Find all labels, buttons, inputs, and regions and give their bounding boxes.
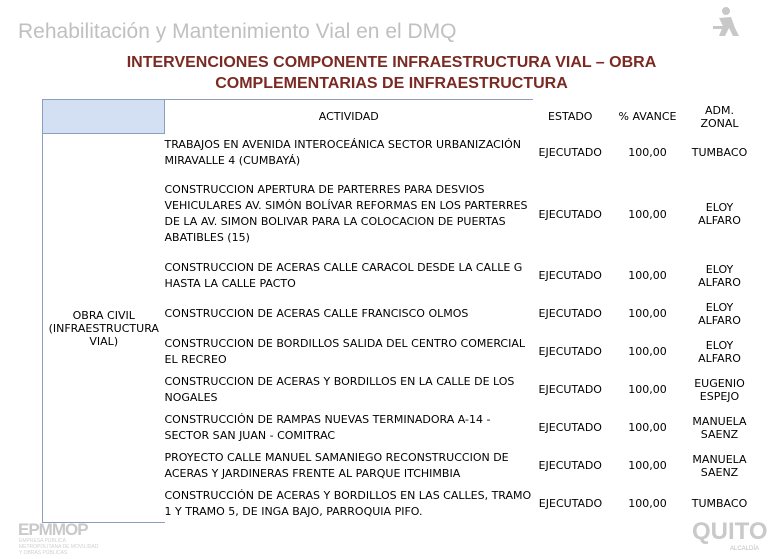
avance-cell: 100,00 <box>628 459 667 472</box>
actividad-cell: CONSTRUCCIÓN DE RAMPAS NUEVAS TERMINADORA A-14 - SECTOR SAN JUAN - COMITRAC <box>164 412 491 442</box>
header-avance: % AVANCE <box>618 110 677 123</box>
avance-cell: 100,00 <box>628 383 667 396</box>
header-actividad: ACTIVIDAD <box>165 100 533 134</box>
table-header-row <box>43 100 753 134</box>
actividad-cell: CONSTRUCCION APERTURA DE PARTERRES PARA DESVIOS VEHICULARES AV. SIMÓN BOLÍVAR REFORMAS EN LOS PARTERRES DE LA AV. SIMON BOLIVAR PARA LA COLOCACION DE PUERTAS ABATIBLES (15) <box>164 183 528 244</box>
interventions-table <box>42 99 753 523</box>
main-title-line-1: INTERVENCIONES COMPONENTE INFRAESTRUCTURA VIAL – OBRA <box>126 54 657 71</box>
quito-logo-subtitle: ALCALDÍA <box>730 546 760 552</box>
zonal-cell: ELOY ALFARO <box>698 300 741 327</box>
table-row <box>43 134 753 172</box>
construction-worker-icon <box>713 6 741 36</box>
avance-cell: 100,00 <box>628 146 667 159</box>
estado-cell: EJECUTADO <box>538 497 603 510</box>
zonal-cell: TUMBACO <box>691 497 748 510</box>
header-adm-zonal: ADM. ZONAL <box>700 103 739 130</box>
avance-cell: 100,00 <box>628 497 667 510</box>
estado-cell: EJECUTADO <box>538 269 602 282</box>
quito-logo-text: QUITO <box>692 518 768 545</box>
actividad-cell: CONSTRUCCION DE ACERAS Y BORDILLOS EN LA CALLE DE LOS NOGALES <box>164 374 515 404</box>
avance-cell: 100,00 <box>628 421 667 434</box>
zonal-cell: MANUELA SAENZ <box>692 452 747 479</box>
quito-logo <box>690 515 770 545</box>
estado-cell: EJECUTADO <box>538 146 602 159</box>
actividad-cell: CONSTRUCCIÓN DE ACERAS Y BORDILLOS EN LAS CALLES, TRAMO 1 Y TRAMO 5, DE INGA BAJO, PARROQUIA PIFO. <box>164 488 532 518</box>
estado-cell: EJECUTADO <box>538 459 602 472</box>
estado-cell: EJECUTADO <box>538 345 602 358</box>
zonal-cell: ELOY ALFARO <box>698 338 741 365</box>
zonal-cell: TUMBACO <box>691 146 748 159</box>
actividad-cell: CONSTRUCCION DE ACERAS CALLE CARACOL DESDE LA CALLE G HASTA LA CALLE PACTO <box>164 260 523 290</box>
estado-cell: EJECUTADO <box>538 383 602 396</box>
epmmop-logo: EPMMOP <box>18 520 88 539</box>
avance-cell: 100,00 <box>628 307 667 320</box>
actividad-cell: TRABAJOS EN AVENIDA INTEROCEÁNICA SECTOR URBANIZACIÓN MIRAVALLE 4 (CUMBAYÁ) <box>164 137 521 167</box>
header-blank-cell <box>43 100 165 134</box>
actividad-cell: CONSTRUCCION DE ACERAS CALLE FRANCISCO OLMOS <box>164 306 469 320</box>
estado-cell: EJECUTADO <box>538 421 602 434</box>
zonal-cell: EUGENIO ESPEJO <box>694 376 745 403</box>
actividad-cell: PROYECTO CALLE MANUEL SAMANIEGO RECONSTRUCCION DE ACERAS Y JARDINERAS FRENTE AL PARQUE ITCHIMBIA <box>164 450 509 480</box>
category-cell: OBRA CIVIL (INFRAESTRUCTURA VIAL) <box>43 134 165 523</box>
zonal-cell: ELOY ALFARO <box>698 262 741 289</box>
zonal-cell: ELOY ALFARO <box>698 201 741 227</box>
avance-cell: 100,00 <box>628 269 667 282</box>
avance-cell: 100,00 <box>628 345 667 358</box>
estado-cell: EJECUTADO <box>538 207 602 221</box>
zonal-cell: MANUELA SAENZ <box>692 414 747 441</box>
epmmop-logo-subtitle: EMPRESA PÚBLICA METROPOLITANA DE MOVILIDAD Y OBRAS PÚBLICAS <box>19 538 99 556</box>
actividad-cell: CONSTRUCCION DE BORDILLOS SALIDA DEL CENTRO COMERCIAL EL RECREO <box>164 336 525 366</box>
estado-cell: EJECUTADO <box>538 307 602 320</box>
main-title <box>0 52 783 94</box>
main-title-line-2: COMPLEMENTARIAS DE INFRAESTRUCTURA <box>215 75 568 92</box>
header-estado: ESTADO <box>548 110 593 123</box>
avance-cell: 100,00 <box>628 207 667 221</box>
slide-header-title: Rehabilitación y Mantenimiento Vial en el DMQ <box>18 20 457 43</box>
